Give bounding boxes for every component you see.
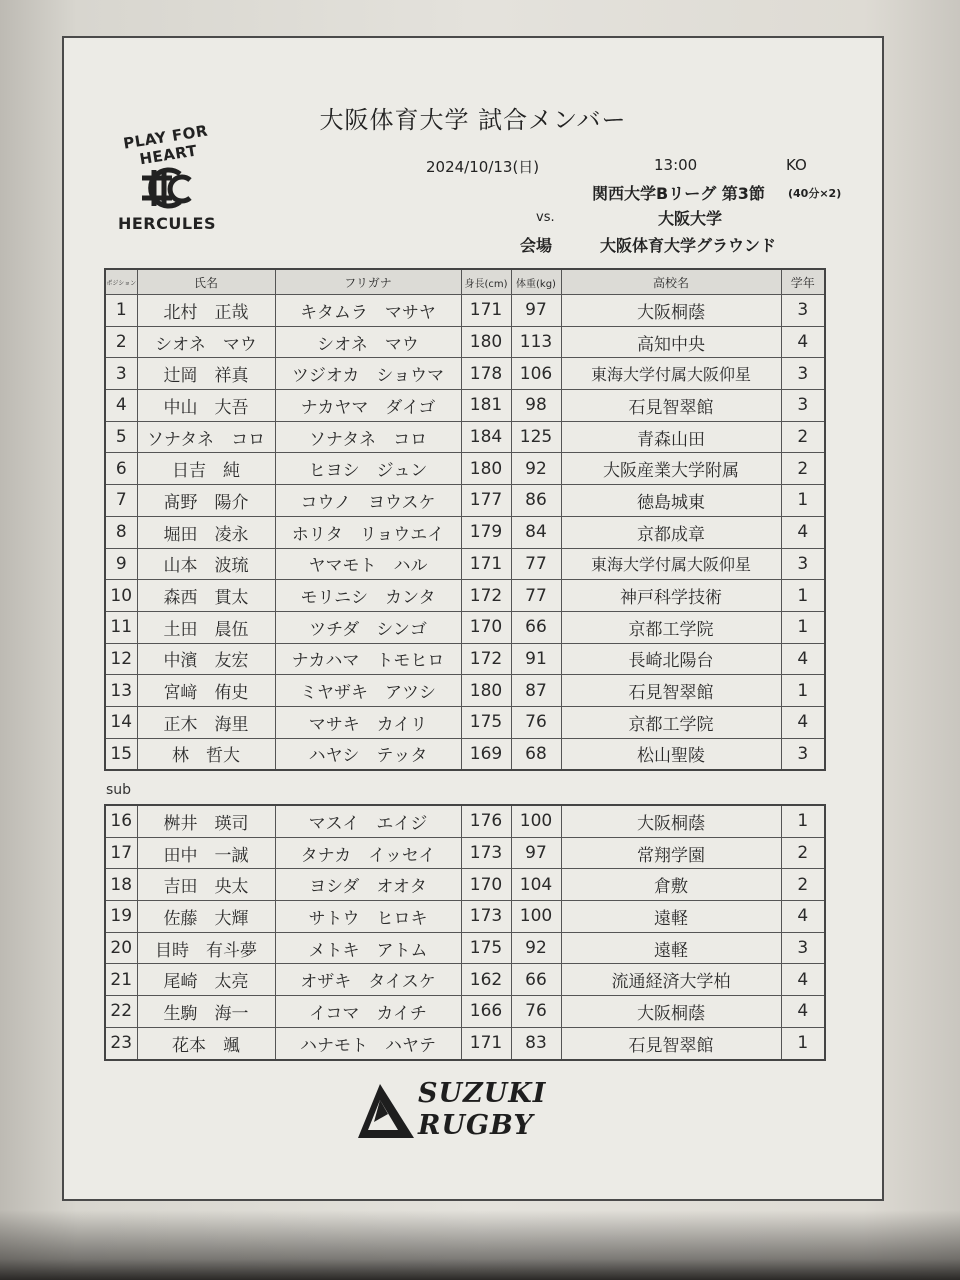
match-duration: (40分×2) — [788, 187, 842, 200]
cell-name: 生駒 海一 — [137, 996, 275, 1028]
cell-height: 172 — [461, 580, 511, 612]
cell-height: 173 — [461, 901, 511, 933]
cell-name: 辻岡 祥真 — [137, 358, 275, 390]
cell-grade: 1 — [781, 1027, 825, 1059]
cell-grade: 3 — [781, 738, 825, 770]
table-row — [105, 932, 825, 964]
cell-grade: 4 — [781, 516, 825, 548]
cell-weight: 98 — [511, 390, 561, 422]
opponent-name: 大阪大学 — [658, 209, 723, 228]
cell-weight: 106 — [511, 358, 561, 390]
cell-height: 184 — [461, 421, 511, 453]
cell-school: 京都工学院 — [561, 706, 781, 738]
cell-school: 常翔学園 — [561, 837, 781, 869]
col-name: 氏名 — [137, 269, 275, 295]
cell-school: 大阪桐蔭 — [561, 295, 781, 327]
table-row — [105, 611, 825, 643]
cell-name: 尾崎 太亮 — [137, 964, 275, 996]
cell-grade: 3 — [781, 295, 825, 327]
league-name: 関西大学Bリーグ 第3節 — [592, 184, 765, 203]
starters-table — [104, 268, 826, 771]
table-row — [105, 390, 825, 422]
col-position: ポジション — [105, 269, 137, 295]
cell-number: 23 — [105, 1027, 137, 1059]
cell-school: 神戸科学技術 — [561, 580, 781, 612]
table-row — [105, 358, 825, 390]
cell-name: 髙野 陽介 — [137, 485, 275, 517]
table-row — [105, 453, 825, 485]
sponsor-name-line2: RUGBY — [418, 1110, 534, 1141]
cell-grade: 4 — [781, 643, 825, 675]
cell-weight: 91 — [511, 643, 561, 675]
cell-height: 178 — [461, 358, 511, 390]
cell-kana: キタムラ マサヤ — [275, 295, 461, 327]
cell-school: 石見智翠館 — [561, 1027, 781, 1059]
cell-name: 正木 海里 — [137, 706, 275, 738]
cell-number: 10 — [105, 580, 137, 612]
cell-height: 169 — [461, 738, 511, 770]
match-date: 2024/10/13(日) — [426, 158, 540, 176]
cell-number: 15 — [105, 738, 137, 770]
cell-name: 田中 一誠 — [137, 837, 275, 869]
table-header-row — [105, 269, 825, 295]
cell-name: 佐藤 大輝 — [137, 901, 275, 933]
suzuki-rugby-triangle-icon — [354, 1082, 416, 1142]
cell-school: 青森山田 — [561, 421, 781, 453]
cell-height: 181 — [461, 390, 511, 422]
cell-height: 180 — [461, 326, 511, 358]
cell-weight: 76 — [511, 706, 561, 738]
page-title: 大阪体育大学 試合メンバー — [319, 106, 627, 134]
cell-grade: 1 — [781, 611, 825, 643]
table-row — [105, 643, 825, 675]
cell-name: 目時 有斗夢 — [137, 932, 275, 964]
cell-number: 22 — [105, 996, 137, 1028]
cell-height: 172 — [461, 643, 511, 675]
table-row — [105, 326, 825, 358]
cell-grade: 2 — [781, 453, 825, 485]
cell-kana: ミヤザキ アツシ — [275, 675, 461, 707]
cell-name: 山本 波琉 — [137, 548, 275, 580]
cell-number: 1 — [105, 295, 137, 327]
logo-heading: PLAY FOR HEART — [122, 121, 210, 169]
col-school: 高校名 — [561, 269, 781, 295]
logo-team-name: HERCULES — [117, 214, 217, 233]
cell-weight: 113 — [511, 326, 561, 358]
cell-weight: 76 — [511, 996, 561, 1028]
cell-number: 2 — [105, 326, 137, 358]
table-row — [105, 964, 825, 996]
venue-name: 大阪体育大学グラウンド — [600, 236, 777, 255]
table-row — [105, 580, 825, 612]
cell-school: 京都工学院 — [561, 611, 781, 643]
cell-kana: ホリタ リョウエイ — [275, 516, 461, 548]
cell-number: 8 — [105, 516, 137, 548]
cell-kana: コウノ ヨウスケ — [275, 485, 461, 517]
cell-height: 180 — [461, 453, 511, 485]
cell-grade: 4 — [781, 706, 825, 738]
cell-name: 土田 晨伍 — [137, 611, 275, 643]
cell-weight: 66 — [511, 964, 561, 996]
cell-weight: 77 — [511, 548, 561, 580]
cell-grade: 3 — [781, 390, 825, 422]
screen-bottom-shadow — [0, 1210, 960, 1280]
sponsor-name-line1: SUZUKI — [418, 1078, 547, 1109]
cell-grade: 4 — [781, 901, 825, 933]
cell-weight: 87 — [511, 675, 561, 707]
cell-weight: 66 — [511, 611, 561, 643]
cell-kana: オザキ タイスケ — [275, 964, 461, 996]
sponsor-logo — [354, 1078, 614, 1148]
cell-kana: シオネ マウ — [275, 326, 461, 358]
cell-kana: ナカハマ トモヒロ — [275, 643, 461, 675]
table-row — [105, 485, 825, 517]
cell-kana: モリニシ カンタ — [275, 580, 461, 612]
cell-weight: 104 — [511, 869, 561, 901]
venue-label: 会場 — [520, 236, 553, 255]
cell-kana: ナカヤマ ダイゴ — [275, 390, 461, 422]
cell-number: 17 — [105, 837, 137, 869]
cell-grade: 1 — [781, 580, 825, 612]
cell-height: 162 — [461, 964, 511, 996]
cell-height: 176 — [461, 805, 511, 837]
cell-school: 倉敷 — [561, 869, 781, 901]
subs-table — [104, 804, 826, 1061]
cell-school: 東海大学付属大阪仰星 — [561, 358, 781, 390]
cell-kana: メトキ アトム — [275, 932, 461, 964]
cell-weight: 92 — [511, 932, 561, 964]
cell-name: ソナタネ コロ — [137, 421, 275, 453]
cell-name: 花本 颯 — [137, 1027, 275, 1059]
cell-kana: ヨシダ オオタ — [275, 869, 461, 901]
table-row — [105, 675, 825, 707]
cell-number: 9 — [105, 548, 137, 580]
cell-kana: サトウ ヒロキ — [275, 901, 461, 933]
cell-kana: ヤマモト ハル — [275, 548, 461, 580]
cell-number: 16 — [105, 805, 137, 837]
table-row — [105, 295, 825, 327]
cell-height: 166 — [461, 996, 511, 1028]
cell-name: 中山 大吾 — [137, 390, 275, 422]
table-row — [105, 738, 825, 770]
cell-number: 6 — [105, 453, 137, 485]
cell-school: 東海大学付属大阪仰星 — [561, 548, 781, 580]
cell-kana: マスイ エイジ — [275, 805, 461, 837]
cell-weight: 100 — [511, 805, 561, 837]
cell-school: 大阪産業大学附属 — [561, 453, 781, 485]
col-height: 身長(cm) — [461, 269, 511, 295]
cell-name: 桝井 瑛司 — [137, 805, 275, 837]
cell-school: 遠軽 — [561, 901, 781, 933]
cell-grade: 4 — [781, 326, 825, 358]
cell-number: 20 — [105, 932, 137, 964]
cell-kana: イコマ カイチ — [275, 996, 461, 1028]
cell-height: 170 — [461, 611, 511, 643]
cell-number: 5 — [105, 421, 137, 453]
cell-name: 中濱 友宏 — [137, 643, 275, 675]
cell-kana: ハヤシ テッタ — [275, 738, 461, 770]
cell-school: 大阪桐蔭 — [561, 996, 781, 1028]
cell-school: 長崎北陽台 — [561, 643, 781, 675]
cell-height: 171 — [461, 1027, 511, 1059]
cell-name: 日吉 純 — [137, 453, 275, 485]
cell-number: 3 — [105, 358, 137, 390]
cell-number: 12 — [105, 643, 137, 675]
table-row — [105, 706, 825, 738]
cell-number: 13 — [105, 675, 137, 707]
kickoff-label: KO — [786, 156, 807, 174]
cell-school: 高知中央 — [561, 326, 781, 358]
match-time: 13:00 — [654, 156, 698, 174]
cell-grade: 3 — [781, 932, 825, 964]
cell-weight: 84 — [511, 516, 561, 548]
cell-kana: ツチダ シンゴ — [275, 611, 461, 643]
table-row — [105, 869, 825, 901]
cell-name: 宮﨑 侑史 — [137, 675, 275, 707]
cell-grade: 4 — [781, 964, 825, 996]
cell-height: 180 — [461, 675, 511, 707]
cell-name: シオネ マウ — [137, 326, 275, 358]
cell-number: 21 — [105, 964, 137, 996]
cell-height: 177 — [461, 485, 511, 517]
cell-name: 林 哲大 — [137, 738, 275, 770]
table-row — [105, 996, 825, 1028]
cell-grade: 2 — [781, 837, 825, 869]
cell-grade: 1 — [781, 485, 825, 517]
cell-grade: 1 — [781, 675, 825, 707]
vs-label: vs. — [536, 210, 555, 225]
cell-school: 流通経済大学柏 — [561, 964, 781, 996]
cell-height: 179 — [461, 516, 511, 548]
cell-grade: 3 — [781, 548, 825, 580]
cell-grade: 2 — [781, 421, 825, 453]
table-row — [105, 516, 825, 548]
cell-weight: 68 — [511, 738, 561, 770]
cell-name: 吉田 央太 — [137, 869, 275, 901]
cell-name: 森西 貫太 — [137, 580, 275, 612]
cell-weight: 92 — [511, 453, 561, 485]
cell-school: 石見智翠館 — [561, 390, 781, 422]
col-kana: フリガナ — [275, 269, 461, 295]
cell-school: 松山聖陵 — [561, 738, 781, 770]
member-sheet — [62, 36, 884, 1201]
cell-height: 173 — [461, 837, 511, 869]
cell-kana: マサキ カイリ — [275, 706, 461, 738]
table-row — [105, 421, 825, 453]
cell-number: 14 — [105, 706, 137, 738]
table-row — [105, 805, 825, 837]
table-row — [105, 901, 825, 933]
cell-school: 京都成章 — [561, 516, 781, 548]
cell-weight: 125 — [511, 421, 561, 453]
cell-height: 170 — [461, 869, 511, 901]
cell-number: 7 — [105, 485, 137, 517]
cell-kana: タナカ イッセイ — [275, 837, 461, 869]
cell-school: 遠軽 — [561, 932, 781, 964]
cell-weight: 100 — [511, 901, 561, 933]
cell-school: 徳島城東 — [561, 485, 781, 517]
cell-number: 11 — [105, 611, 137, 643]
cell-grade: 4 — [781, 996, 825, 1028]
cell-weight: 77 — [511, 580, 561, 612]
cell-grade: 1 — [781, 805, 825, 837]
cell-name: 堀田 凌永 — [137, 516, 275, 548]
cell-kana: ハナモト ハヤテ — [275, 1027, 461, 1059]
table-row — [105, 837, 825, 869]
cell-kana: ヒヨシ ジュン — [275, 453, 461, 485]
cell-height: 171 — [461, 548, 511, 580]
cell-number: 19 — [105, 901, 137, 933]
cell-weight: 86 — [511, 485, 561, 517]
cell-number: 4 — [105, 390, 137, 422]
col-grade: 学年 — [781, 269, 825, 295]
hercules-logo — [102, 121, 232, 242]
cell-kana: ツジオカ ショウマ — [275, 358, 461, 390]
col-weight: 体重(kg) — [511, 269, 561, 295]
cell-height: 175 — [461, 706, 511, 738]
table-row — [105, 1027, 825, 1059]
cell-school: 大阪桐蔭 — [561, 805, 781, 837]
cell-kana: ソナタネ コロ — [275, 421, 461, 453]
cell-height: 171 — [461, 295, 511, 327]
cell-grade: 2 — [781, 869, 825, 901]
cell-height: 175 — [461, 932, 511, 964]
cell-school: 石見智翠館 — [561, 675, 781, 707]
cell-grade: 3 — [781, 358, 825, 390]
cell-weight: 83 — [511, 1027, 561, 1059]
sub-label: sub — [106, 782, 132, 798]
table-row — [105, 548, 825, 580]
cell-name: 北村 正哉 — [137, 295, 275, 327]
cell-weight: 97 — [511, 295, 561, 327]
cell-number: 18 — [105, 869, 137, 901]
cell-weight: 97 — [511, 837, 561, 869]
